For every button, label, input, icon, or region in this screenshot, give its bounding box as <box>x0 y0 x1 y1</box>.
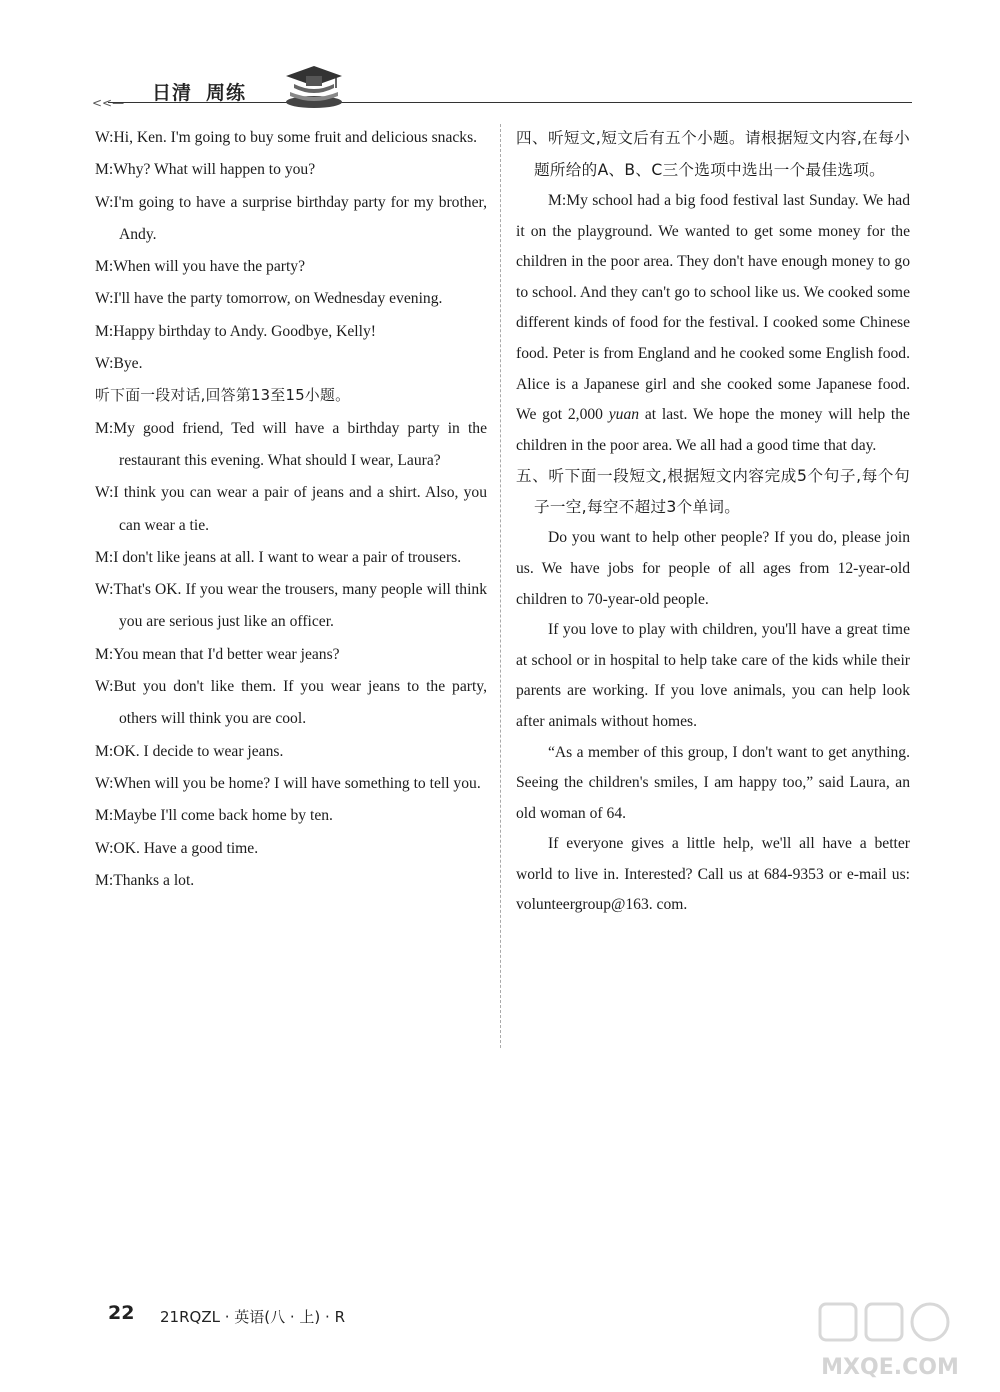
dialogue-line: M:When will you have the party? <box>95 258 306 276</box>
watermark-logo <box>800 1298 980 1388</box>
dialogue-line: M:Maybe I'll come back home by ten. <box>95 807 333 825</box>
dialogue-line: W:Hi, Ken. I'm going to buy some fruit and delicious snacks. <box>95 129 478 146</box>
dialogue-line: W:I think you can wear a pair of jeans and a shirt. Also, you can wear a tie. <box>95 484 487 534</box>
left-column <box>95 122 487 897</box>
watermark-text: MXQE.COM <box>821 1355 959 1380</box>
right-column <box>516 122 910 921</box>
dialogue-line: W:I'm going to have a surprise birthday party for my brother, Andy. <box>95 193 487 243</box>
section-5-paragraph: If you love to play with children, you'll have a great time at school or in hospital to help take care of the kids while their parents are working. If you love animals, you can help look after animals without homes. <box>516 621 910 730</box>
book-code: 21RQZL · 英语(八 · 上) · R <box>160 1308 345 1326</box>
dialogue-line: W:OK. Have a good time. <box>95 839 259 857</box>
dialogue-line: M:Why? What will happen to you? <box>95 161 316 179</box>
arrow-icon: <<— <box>92 96 125 110</box>
section-4-heading: 四、听短文,短文后有五个小题。请根据短文内容,在每小题所给的A、B、C三个选项中选出一个最佳选项。 <box>516 129 910 179</box>
header-title-part2: 周练 <box>206 82 247 104</box>
header-title <box>152 78 260 105</box>
section-4-passage <box>516 186 910 461</box>
page-header <box>92 72 912 112</box>
section-5-heading: 五、听下面一段短文,根据短文内容完成5个句子,每个句子一空,每空不超过3个单词。 <box>516 467 910 517</box>
section-5-paragraph: Do you want to help other people? If you do, please join us. We have jobs for people of all ages from 12-year-old children to 70-year-old people. <box>516 529 910 608</box>
dialogue-line: M:OK. I decide to wear jeans. <box>95 742 284 760</box>
section-4-text-italic: yuan <box>608 406 640 424</box>
header-rule-right <box>350 102 912 103</box>
section-4-text-after: at last. We hope the money will help the children in the poor area. We all had a good time that day. <box>516 406 910 454</box>
header-title-part1: 日清 <box>152 82 193 104</box>
dialogue-line: W:When will you be home? I will have something to tell you. <box>95 774 481 792</box>
listening-instruction: 听下面一段对话,回答第13至15小题。 <box>95 387 351 405</box>
dialogue-line: W:But you don't like them. If you wear jeans to the party, others will think you are cool. <box>95 678 487 728</box>
dialogue-line: M:I don't like jeans at all. I want to wear a pair of trousers. <box>95 548 462 566</box>
dialogue-line: M:Happy birthday to Andy. Goodbye, Kelly! <box>95 322 376 340</box>
dialogue-line: W:I'll have the party tomorrow, on Wednesday evening. <box>95 290 443 308</box>
dialogue-line: M:My good friend, Ted will have a birthday party in the restaurant this evening. What should I wear, Laura? <box>95 419 487 469</box>
dialogue-line: M:You mean that I'd better wear jeans? <box>95 645 340 663</box>
dialogue-line: W:That's OK. If you wear the trousers, many people will think you are serious just like an officer. <box>95 581 487 631</box>
page-number: 22 <box>108 1302 135 1324</box>
section-5-paragraph: If everyone gives a little help, we'll all have a better world to live in. Interested? Call us at 684-9353 or e-mail us: volunteergroup@163. com. <box>516 835 910 914</box>
dialogue-line: M:Thanks a lot. <box>95 871 195 889</box>
dialogue-line: W:Bye. <box>95 355 143 373</box>
graduation-cap-icon <box>282 62 346 110</box>
column-divider <box>500 124 501 1048</box>
section-5-paragraph: “As a member of this group, I don't want to get anything. Seeing the children's smiles, I am happy too,” said Laura, an old woman of 64. <box>516 743 910 822</box>
section-4-text-before: M:My school had a big food festival last Sunday. We had it on the playground. We wanted to get some money for the children in the poor area. They don't have enough money to go to school. And they can't go to school like us. We cooked some different kinds of food for the festival. I cooked some Chinese food. Peter is from England and he cooked some English food. Alice is a Japanese girl and she cooked some Japanese food. We got 2,000 <box>516 192 910 424</box>
